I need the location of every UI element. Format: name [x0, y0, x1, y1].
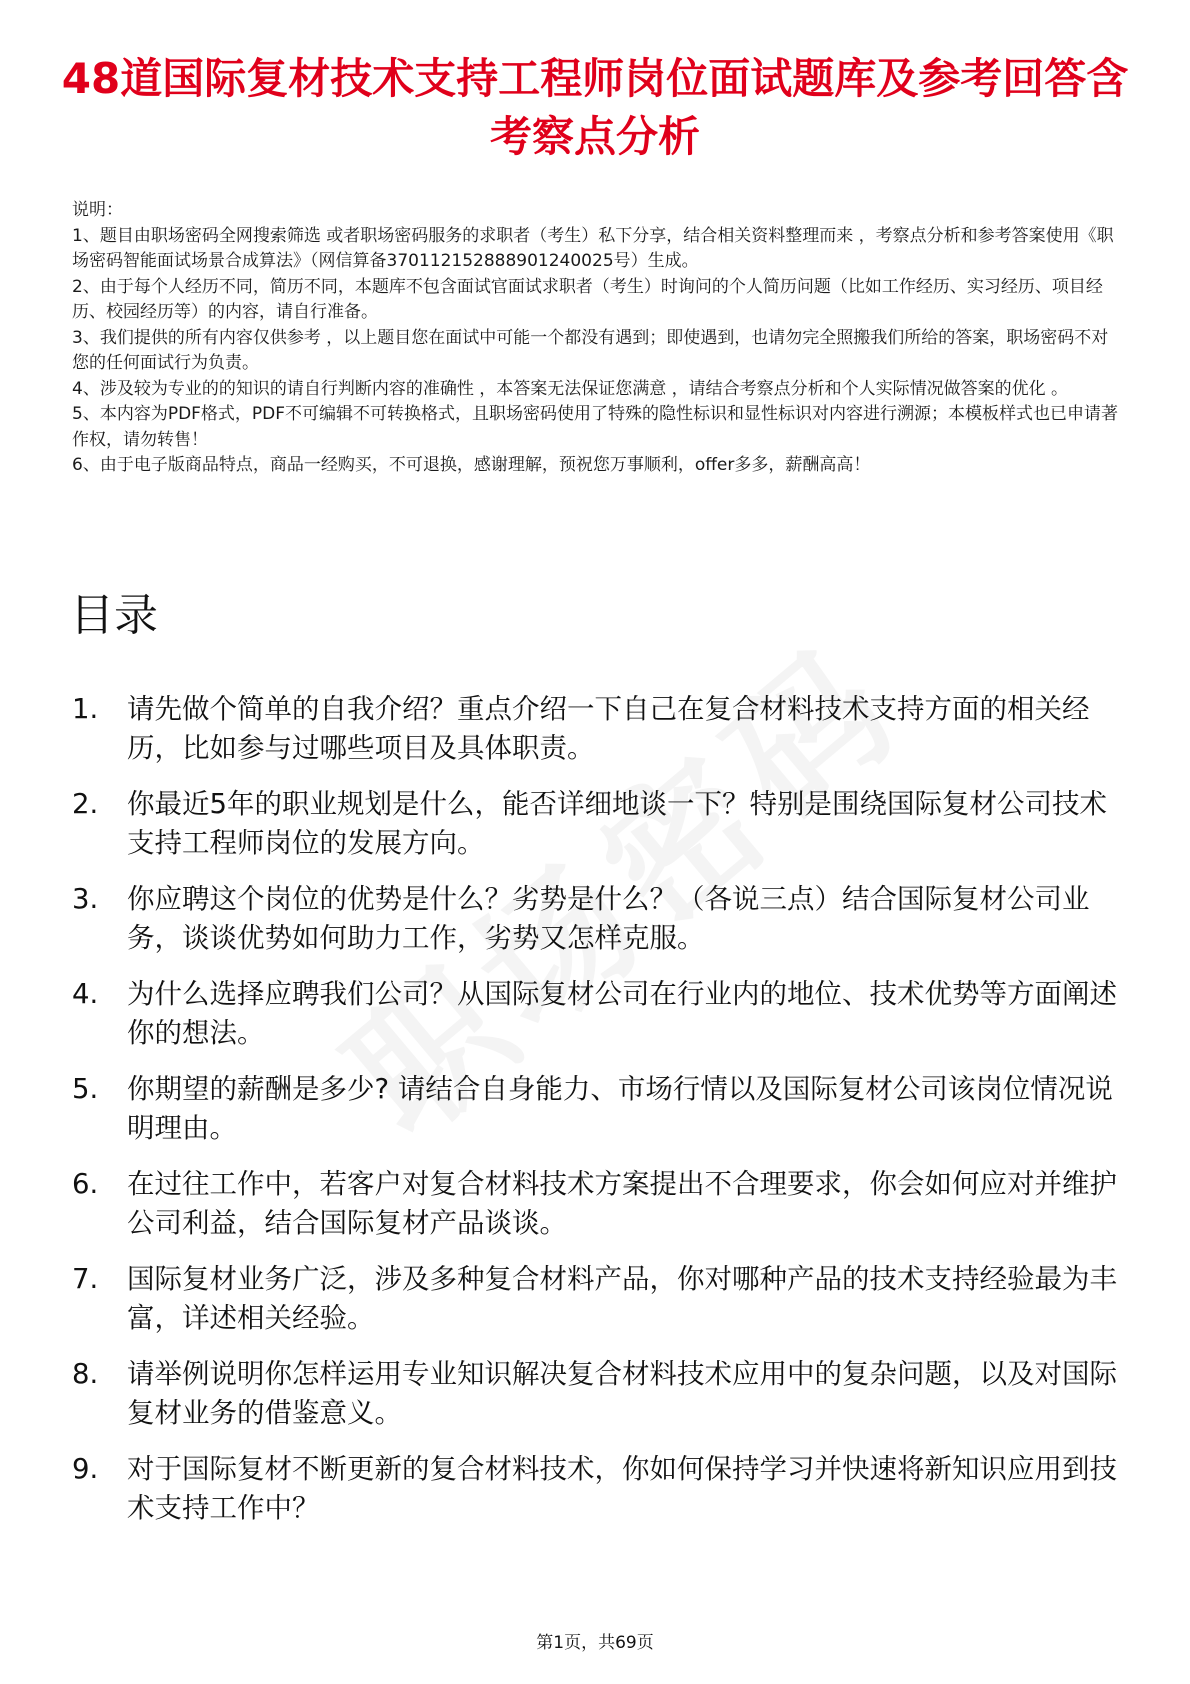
toc-item[interactable]: [72, 880, 1132, 958]
notes-item: 6、由于电子版商品特点，商品一经购买，不可退换，感谢理解，预祝您万事顺利，offer多多，薪酬高高！: [72, 455, 871, 475]
toc-item-number: 1.: [72, 693, 99, 725]
toc-item[interactable]: [72, 1260, 1132, 1338]
toc-item-text: 请先做个简单的自我介绍？重点介绍一下自己在复合材料技术支持方面的相关经历，比如参与过哪些项目及具体职责。: [127, 693, 1090, 764]
page-footer: 第1页，共69页: [536, 1633, 654, 1653]
toc-item-number: 9.: [72, 1453, 99, 1485]
toc-item[interactable]: [72, 1070, 1132, 1148]
toc-item-number: 7.: [72, 1263, 99, 1295]
toc-item-number: 2.: [72, 788, 99, 820]
toc-item[interactable]: [72, 1355, 1132, 1433]
toc-item-number: 6.: [72, 1168, 99, 1200]
notes-item: 5、本内容为PDF格式，PDF不可编辑不可转换格式，且职场密码使用了特殊的隐性标识和显性标识对内容进行溯源；本模板样式也已申请著作权，请勿转售！: [72, 404, 1119, 450]
toc-item-text: 请举例说明你怎样运用专业知识解决复合材料技术应用中的复杂问题，以及对国际复材业务的借鉴意义。: [127, 1358, 1117, 1429]
toc-item[interactable]: [72, 690, 1132, 768]
notes-section: [72, 198, 1122, 479]
toc-item[interactable]: [72, 785, 1132, 863]
notes-heading: 说明：: [72, 200, 123, 220]
toc-item-number: 5.: [72, 1073, 99, 1105]
toc-item[interactable]: [72, 975, 1132, 1053]
toc-item[interactable]: [72, 1450, 1132, 1528]
toc-list: [72, 690, 1132, 1545]
toc-item-number: 8.: [72, 1358, 99, 1390]
notes-item: 1、题目由职场密码全网搜索筛选 或者职场密码服务的求职者（考生）私下分享，结合相关资料整理而来 ，考察点分析和参考答案使用《职场密码智能面试场景合成算法》（网信算备370112152888901240025号）生成。: [72, 225, 1114, 271]
notes-item: 3、我们提供的所有内容仅供参考 ，以上题目您在面试中可能一个都没有遇到；即使遇到，也请勿完全照搬我们所给的答案，职场密码不对您的任何面试行为负责。: [72, 327, 1109, 373]
toc-heading: 目录: [70, 590, 158, 641]
document-title: 48道国际复材技术支持工程师岗位面试题库及参考回答含考察点分析: [61, 54, 1129, 161]
toc-item-text: 对于国际复材不断更新的复合材料技术，你如何保持学习并快速将新知识应用到技术支持工作中？: [127, 1453, 1117, 1524]
notes-item: 2、由于每个人经历不同，简历不同，本题库不包含面试官面试求职者（考生）时询问的个人简历问题（比如工作经历、实习经历、项目经历、校园经历等）的内容，请自行准备。: [72, 276, 1103, 322]
toc-item-number: 3.: [72, 883, 99, 915]
toc-item-text: 国际复材业务广泛，涉及多种复合材料产品，你对哪种产品的技术支持经验最为丰富，详述相关经验。: [127, 1263, 1117, 1334]
toc-item-text: 你期望的薪酬是多少? 请结合自身能力、市场行情以及国际复材公司该岗位情况说明理由。: [127, 1073, 1113, 1144]
toc-item-text: 你最近5年的职业规划是什么，能否详细地谈一下？特别是围绕国际复材公司技术支持工程师岗位的发展方向。: [127, 788, 1107, 859]
toc-item-text: 你应聘这个岗位的优势是什么？劣势是什么？（各说三点）结合国际复材公司业务，谈谈优势如何助力工作，劣势又怎样克服。: [127, 883, 1090, 954]
notes-item: 4、涉及较为专业的的知识的请自行判断内容的准确性 ，本答案无法保证您满意 ，请结合考察点分析和个人实际情况做答案的优化 。: [72, 378, 1069, 399]
toc-item-text: 为什么选择应聘我们公司？从国际复材公司在行业内的地位、技术优势等方面阐述你的想法。: [127, 978, 1117, 1049]
toc-item[interactable]: [72, 1165, 1132, 1243]
toc-item-number: 4.: [72, 978, 99, 1010]
toc-item-text: 在过往工作中，若客户对复合材料技术方案提出不合理要求，你会如何应对并维护公司利益，结合国际复材产品谈谈。: [127, 1168, 1117, 1239]
